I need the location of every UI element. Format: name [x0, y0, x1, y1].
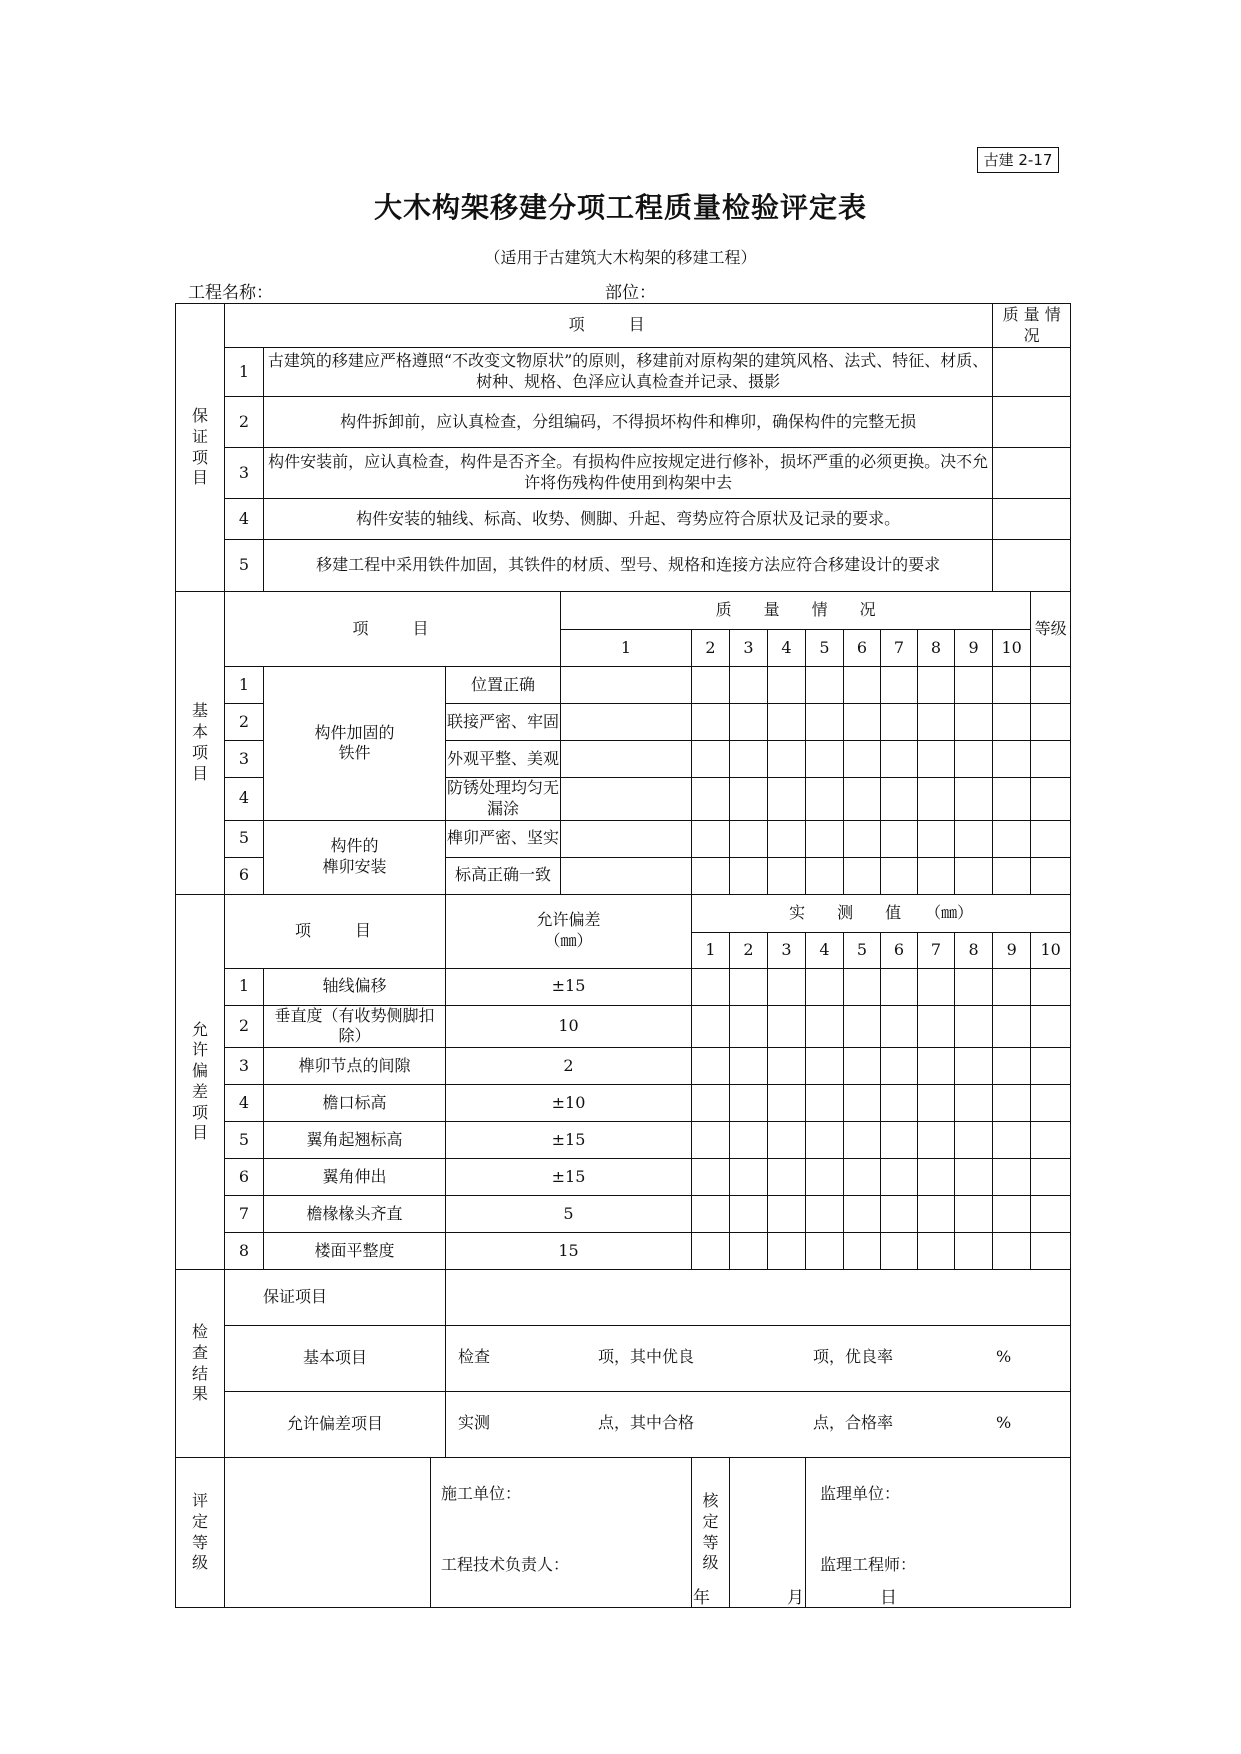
inspection-basic-result[interactable] — [446, 1326, 1071, 1392]
quality-check-cell[interactable] — [993, 704, 1031, 741]
construction-unit-label: 施工单位： — [441, 1484, 522, 1504]
row-number: 5 — [225, 540, 264, 592]
measured-value-cell[interactable] — [881, 1196, 918, 1233]
row-number: 6 — [225, 1159, 264, 1196]
quality-check-cell[interactable] — [993, 820, 1031, 857]
date-month-label: 月 — [787, 1588, 804, 1608]
quality-check-cell[interactable] — [844, 704, 881, 741]
quality-check-cell[interactable] — [806, 704, 844, 741]
quality-check-cell[interactable] — [730, 741, 768, 778]
measured-value-cell[interactable] — [692, 968, 730, 1005]
measured-value-cell[interactable] — [730, 1233, 768, 1270]
inspection-tolerance-label: 允许偏差项目 — [225, 1392, 446, 1458]
basic-header-grade: 等级 — [1031, 592, 1071, 667]
allowed-deviation: 10 — [446, 1005, 692, 1048]
quality-check-cell[interactable] — [730, 667, 768, 704]
quality-check-cell[interactable] — [692, 820, 730, 857]
measured-value-cell[interactable] — [881, 1085, 918, 1122]
measured-value-cell[interactable] — [918, 1159, 955, 1196]
measured-value-cell[interactable] — [768, 1233, 806, 1270]
quality-check-cell[interactable] — [692, 778, 730, 821]
column-number: 9 — [955, 630, 993, 667]
measured-value-cell[interactable] — [806, 1048, 844, 1085]
column-number: 4 — [768, 630, 806, 667]
measured-value-cell[interactable] — [1031, 1085, 1071, 1122]
measured-value-cell[interactable] — [730, 1048, 768, 1085]
column-number: 6 — [881, 932, 918, 968]
quality-check-cell[interactable] — [692, 857, 730, 894]
row-number: 7 — [225, 1196, 264, 1233]
measured-value-cell[interactable] — [955, 1005, 993, 1048]
measured-value-cell[interactable] — [806, 1159, 844, 1196]
measured-value-cell[interactable] — [730, 1085, 768, 1122]
basic-item-text: 标高正确一致 — [446, 857, 561, 894]
tolerance-item-text: 轴线偏移 — [264, 968, 446, 1005]
measured-value-cell[interactable] — [768, 1085, 806, 1122]
tolerance-row — [176, 968, 1071, 1005]
quality-check-cell[interactable] — [730, 857, 768, 894]
basic-item-text: 榫卯严密、坚实 — [446, 820, 561, 857]
grade-cell[interactable] — [1031, 778, 1071, 821]
quality-check-cell[interactable] — [806, 857, 844, 894]
grade-section-label: 评 定 等 级 — [176, 1458, 225, 1608]
measured-value-cell[interactable] — [918, 1196, 955, 1233]
quality-check-cell[interactable] — [881, 778, 918, 821]
tolerance-item-text: 榫卯节点的间隙 — [264, 1048, 446, 1085]
tolerance-row — [176, 1085, 1071, 1122]
column-number: 5 — [806, 630, 844, 667]
tolerance-item-text: 垂直度（有收势侧脚扣除） — [264, 1005, 446, 1048]
measured-value-cell[interactable] — [1031, 1005, 1071, 1048]
quality-check-cell[interactable] — [993, 741, 1031, 778]
quality-check-cell[interactable] — [692, 667, 730, 704]
grade-cell[interactable] — [1031, 741, 1071, 778]
inspection-section-label: 检 查 结 果 — [176, 1270, 225, 1458]
measured-value-cell[interactable] — [881, 1005, 918, 1048]
measured-value-cell[interactable] — [1031, 1122, 1071, 1159]
measured-value-cell[interactable] — [1031, 968, 1071, 1005]
guarantee-row — [176, 397, 1071, 448]
row-number: 3 — [225, 448, 264, 499]
basic-header-quality: 质 量 情 况 — [561, 592, 1031, 630]
measured-value-cell[interactable] — [806, 1196, 844, 1233]
quality-check-cell[interactable] — [955, 741, 993, 778]
basic-item-text: 位置正确 — [446, 667, 561, 704]
measured-value-cell[interactable] — [844, 1233, 881, 1270]
quality-cell[interactable] — [993, 448, 1071, 499]
measured-value-cell[interactable] — [730, 1005, 768, 1048]
page-title: 大木构架移建分项工程质量检验评定表 — [373, 191, 867, 224]
column-number: 1 — [561, 630, 692, 667]
quality-check-cell[interactable] — [881, 857, 918, 894]
quality-check-cell[interactable] — [993, 857, 1031, 894]
inspection-guarantee-result[interactable] — [446, 1270, 1071, 1326]
tolerance-item-text: 翼角伸出 — [264, 1159, 446, 1196]
quality-check-cell[interactable] — [844, 741, 881, 778]
grade-value[interactable] — [225, 1458, 431, 1608]
location-label: 部位： — [605, 283, 656, 303]
allowed-deviation: 5 — [446, 1196, 692, 1233]
measured-value-cell[interactable] — [1031, 1159, 1071, 1196]
measured-value-cell[interactable] — [806, 1085, 844, 1122]
guarantee-section-label: 保 证 项 目 — [176, 304, 225, 592]
guarantee-item-text: 古建筑的移建应严格遵照“不改变文物原状”的原则，移建前对原构架的建筑风格、法式、特征、材质、树种、规格、色泽应认真检查并记录、摄影 — [264, 348, 993, 397]
basic-row — [176, 820, 1071, 857]
quality-check-cell[interactable] — [918, 667, 955, 704]
measured-value-cell[interactable] — [918, 1048, 955, 1085]
guarantee-item-text: 移建工程中采用铁件加固，其铁件的材质、型号、规格和连接方法应符合移建设计的要求 — [264, 540, 993, 592]
guarantee-row — [176, 499, 1071, 540]
basic-item-text: 联接严密、牢固 — [446, 704, 561, 741]
allowed-deviation: ±15 — [446, 968, 692, 1005]
measured-value-cell[interactable] — [768, 1005, 806, 1048]
basic-rate-label: 项，优良率 — [813, 1347, 894, 1367]
measured-value-cell[interactable] — [955, 1048, 993, 1085]
quality-check-cell[interactable] — [768, 857, 806, 894]
allowed-deviation: 2 — [446, 1048, 692, 1085]
measured-value-cell[interactable] — [730, 968, 768, 1005]
tolerance-row — [176, 1159, 1071, 1196]
measured-value-cell[interactable] — [993, 1196, 1031, 1233]
measured-value-cell[interactable] — [692, 1196, 730, 1233]
project-name-label: 工程名称： — [188, 283, 273, 303]
quality-check-cell[interactable] — [844, 820, 881, 857]
allowed-deviation: ±15 — [446, 1122, 692, 1159]
inspection-guarantee-label: 保证项目 — [225, 1270, 446, 1326]
measured-value-cell[interactable] — [730, 1159, 768, 1196]
measured-value-cell[interactable] — [768, 1048, 806, 1085]
measured-value-cell[interactable] — [844, 968, 881, 1005]
measured-value-cell[interactable] — [692, 1233, 730, 1270]
quality-check-cell[interactable] — [844, 667, 881, 704]
row-number: 8 — [225, 1233, 264, 1270]
guarantee-item-text: 构件拆卸前，应认真检查，分组编码，不得损坏构件和榫卯，确保构件的完整无损 — [264, 397, 993, 448]
tech-lead-label: 工程技术负责人： — [441, 1555, 570, 1575]
basic-item-text: 外观平整、美观 — [446, 741, 561, 778]
measured-value-cell[interactable] — [993, 1122, 1031, 1159]
quality-check-cell[interactable] — [692, 704, 730, 741]
column-number: 7 — [918, 932, 955, 968]
column-number: 3 — [730, 630, 768, 667]
quality-check-cell[interactable] — [881, 667, 918, 704]
quality-check-cell[interactable] — [918, 704, 955, 741]
quality-check-cell[interactable] — [844, 857, 881, 894]
grade-cell[interactable] — [1031, 820, 1071, 857]
basic-row — [176, 667, 1071, 704]
quality-check-cell[interactable] — [955, 667, 993, 704]
row-number: 2 — [225, 1005, 264, 1048]
measured-value-cell[interactable] — [993, 1159, 1031, 1196]
quality-cell[interactable] — [993, 348, 1071, 397]
construction-block — [431, 1458, 692, 1608]
basic-item-text: 防锈处理均匀无漏涂 — [446, 778, 561, 821]
row-number: 2 — [225, 704, 264, 741]
inspection-basic-label: 基本项目 — [225, 1326, 446, 1392]
tolerance-row — [176, 1196, 1071, 1233]
column-number: 10 — [1031, 932, 1071, 968]
measured-value-cell[interactable] — [768, 968, 806, 1005]
supervisor-label: 监理工程师： — [820, 1555, 917, 1575]
evaluation-table — [175, 303, 1071, 1608]
measured-value-cell[interactable] — [955, 968, 993, 1005]
row-number: 3 — [225, 1048, 264, 1085]
tolerance-item-text: 檐椽椽头齐直 — [264, 1196, 446, 1233]
quality-check-cell[interactable] — [881, 704, 918, 741]
allowed-deviation: 15 — [446, 1233, 692, 1270]
measured-value-cell[interactable] — [1031, 1048, 1071, 1085]
tolerance-header-allow: 允许偏差 （㎜） — [446, 894, 692, 968]
measured-value-cell[interactable] — [768, 1122, 806, 1159]
row-number: 1 — [225, 348, 264, 397]
percent-sign: % — [996, 1413, 1012, 1433]
tolerance-header-item: 项 目 — [225, 894, 446, 968]
guarantee-row — [176, 540, 1071, 592]
quality-check-cell[interactable] — [918, 820, 955, 857]
measured-value-cell[interactable] — [844, 1005, 881, 1048]
basic-excellent-label: 项，其中优良 — [598, 1347, 695, 1367]
column-number: 2 — [692, 630, 730, 667]
measured-value-cell[interactable] — [692, 1048, 730, 1085]
measured-value-cell[interactable] — [692, 1159, 730, 1196]
row-number: 5 — [225, 1122, 264, 1159]
tol-measured-label: 实测 — [458, 1413, 491, 1433]
page-subtitle: （适用于古建筑大木构架的移建工程） — [484, 248, 757, 267]
quality-check-cell[interactable] — [955, 857, 993, 894]
allowed-deviation: ±10 — [446, 1085, 692, 1122]
quality-cell[interactable] — [993, 499, 1071, 540]
quality-check-cell[interactable] — [806, 820, 844, 857]
quality-check-cell[interactable] — [561, 820, 692, 857]
tolerance-row — [176, 1233, 1071, 1270]
measured-value-cell[interactable] — [955, 1159, 993, 1196]
tol-rate-label: 点，合格率 — [813, 1413, 894, 1433]
measured-value-cell[interactable] — [955, 1233, 993, 1270]
measured-value-cell[interactable] — [993, 968, 1031, 1005]
measured-value-cell[interactable] — [993, 1233, 1031, 1270]
measured-value-cell[interactable] — [881, 968, 918, 1005]
grade-cell[interactable] — [1031, 857, 1071, 894]
measured-value-cell[interactable] — [730, 1122, 768, 1159]
measured-value-cell[interactable] — [955, 1196, 993, 1233]
measured-value-cell[interactable] — [955, 1122, 993, 1159]
row-number: 1 — [225, 968, 264, 1005]
quality-check-cell[interactable] — [730, 820, 768, 857]
measured-value-cell[interactable] — [881, 1159, 918, 1196]
quality-check-cell[interactable] — [561, 741, 692, 778]
measured-value-cell[interactable] — [844, 1048, 881, 1085]
guarantee-header-item: 项 目 — [225, 304, 993, 348]
column-number: 5 — [844, 932, 881, 968]
tolerance-item-text: 楼面平整度 — [264, 1233, 446, 1270]
measured-value-cell[interactable] — [806, 1122, 844, 1159]
quality-check-cell[interactable] — [730, 704, 768, 741]
quality-check-cell[interactable] — [730, 778, 768, 821]
tolerance-header-measured: 实 测 值 （㎜） — [692, 894, 1071, 932]
measured-value-cell[interactable] — [844, 1122, 881, 1159]
quality-check-cell[interactable] — [881, 741, 918, 778]
basic-section-label: 基 本 项 目 — [176, 592, 225, 895]
quality-check-cell[interactable] — [955, 778, 993, 821]
supervision-block — [806, 1458, 1071, 1608]
tolerance-section-label: 允 许 偏 差 项 目 — [176, 894, 225, 1270]
quality-check-cell[interactable] — [692, 741, 730, 778]
measured-value-cell[interactable] — [844, 1085, 881, 1122]
quality-cell[interactable] — [993, 540, 1071, 592]
measured-value-cell[interactable] — [768, 1196, 806, 1233]
row-number: 1 — [225, 667, 264, 704]
tol-pass-label: 点，其中合格 — [598, 1413, 695, 1433]
quality-check-cell[interactable] — [561, 857, 692, 894]
column-number: 2 — [730, 932, 768, 968]
measured-value-cell[interactable] — [692, 1085, 730, 1122]
quality-check-cell[interactable] — [768, 667, 806, 704]
allowed-deviation: ±15 — [446, 1159, 692, 1196]
measured-value-cell[interactable] — [844, 1159, 881, 1196]
row-number: 5 — [225, 820, 264, 857]
column-number: 8 — [918, 630, 955, 667]
basic-header-item: 项 目 — [225, 592, 561, 667]
quality-check-cell[interactable] — [955, 820, 993, 857]
measured-value-cell[interactable] — [881, 1048, 918, 1085]
measured-value-cell[interactable] — [806, 1233, 844, 1270]
measured-value-cell[interactable] — [993, 1005, 1031, 1048]
column-number: 7 — [881, 630, 918, 667]
quality-check-cell[interactable] — [844, 778, 881, 821]
quality-check-cell[interactable] — [993, 778, 1031, 821]
measured-value-cell[interactable] — [844, 1196, 881, 1233]
column-number: 10 — [993, 630, 1031, 667]
quality-check-cell[interactable] — [806, 778, 844, 821]
quality-check-cell[interactable] — [561, 704, 692, 741]
quality-check-cell[interactable] — [768, 778, 806, 821]
quality-check-cell[interactable] — [806, 741, 844, 778]
quality-check-cell[interactable] — [768, 704, 806, 741]
measured-value-cell[interactable] — [918, 1122, 955, 1159]
tolerance-row — [176, 1005, 1071, 1048]
column-number: 1 — [692, 932, 730, 968]
column-number: 8 — [955, 932, 993, 968]
column-number: 9 — [993, 932, 1031, 968]
guarantee-row — [176, 448, 1071, 499]
quality-check-cell[interactable] — [561, 778, 692, 821]
basic-check-label: 检查 — [458, 1347, 491, 1367]
measured-value-cell[interactable] — [1031, 1233, 1071, 1270]
quality-check-cell[interactable] — [993, 667, 1031, 704]
grade-cell[interactable] — [1031, 667, 1071, 704]
tolerance-row — [176, 1122, 1071, 1159]
quality-check-cell[interactable] — [918, 857, 955, 894]
quality-check-cell[interactable] — [561, 667, 692, 704]
measured-value-cell[interactable] — [955, 1085, 993, 1122]
guarantee-header-quality: 质 量 情 况 — [993, 304, 1071, 348]
verify-section-label: 核 定 等 级 — [692, 1458, 730, 1608]
row-number: 3 — [225, 741, 264, 778]
quality-check-cell[interactable] — [768, 741, 806, 778]
guarantee-row — [176, 348, 1071, 397]
tolerance-item-text: 檐口标高 — [264, 1085, 446, 1122]
measured-value-cell[interactable] — [806, 968, 844, 1005]
measured-value-cell[interactable] — [993, 1048, 1031, 1085]
basic-group-mortise: 构件的 榫卯安装 — [264, 820, 446, 894]
measured-value-cell[interactable] — [1031, 1196, 1071, 1233]
measured-value-cell[interactable] — [692, 1122, 730, 1159]
measured-value-cell[interactable] — [692, 1005, 730, 1048]
date-year-label: 年 — [693, 1588, 710, 1608]
quality-check-cell[interactable] — [918, 741, 955, 778]
quality-check-cell[interactable] — [881, 820, 918, 857]
row-number: 6 — [225, 857, 264, 894]
percent-sign: % — [996, 1347, 1012, 1367]
tolerance-item-text: 翼角起翘标高 — [264, 1122, 446, 1159]
quality-check-cell[interactable] — [768, 820, 806, 857]
measured-value-cell[interactable] — [918, 1085, 955, 1122]
row-number: 4 — [225, 1085, 264, 1122]
inspection-tolerance-result[interactable] — [446, 1392, 1071, 1458]
quality-check-cell[interactable] — [918, 778, 955, 821]
row-number: 2 — [225, 397, 264, 448]
grade-cell[interactable] — [1031, 704, 1071, 741]
measured-value-cell[interactable] — [768, 1159, 806, 1196]
column-number: 3 — [768, 932, 806, 968]
guarantee-item-text: 构件安装前，应认真检查，构件是否齐全。有损构件应按规定进行修补，损坏严重的必须更换。决不允许将伤残构件使用到构架中去 — [264, 448, 993, 499]
measured-value-cell[interactable] — [993, 1085, 1031, 1122]
basic-group-iron: 构件加固的 铁件 — [264, 667, 446, 821]
measured-value-cell[interactable] — [806, 1005, 844, 1048]
date-day-label: 日 — [880, 1588, 897, 1608]
measured-value-cell[interactable] — [881, 1233, 918, 1270]
measured-value-cell[interactable] — [918, 1005, 955, 1048]
measured-value-cell[interactable] — [918, 968, 955, 1005]
quality-check-cell[interactable] — [955, 704, 993, 741]
form-code: 古建 2-17 — [977, 147, 1059, 173]
measured-value-cell[interactable] — [881, 1122, 918, 1159]
column-number: 6 — [844, 630, 881, 667]
measured-value-cell[interactable] — [730, 1196, 768, 1233]
tolerance-row — [176, 1048, 1071, 1085]
measured-value-cell[interactable] — [918, 1233, 955, 1270]
quality-cell[interactable] — [993, 397, 1071, 448]
supervision-unit-label: 监理单位： — [820, 1484, 901, 1504]
column-number: 4 — [806, 932, 844, 968]
row-number: 4 — [225, 499, 264, 540]
guarantee-item-text: 构件安装的轴线、标高、收势、侧脚、升起、弯势应符合原状及记录的要求。 — [264, 499, 993, 540]
quality-check-cell[interactable] — [806, 667, 844, 704]
row-number: 4 — [225, 778, 264, 821]
